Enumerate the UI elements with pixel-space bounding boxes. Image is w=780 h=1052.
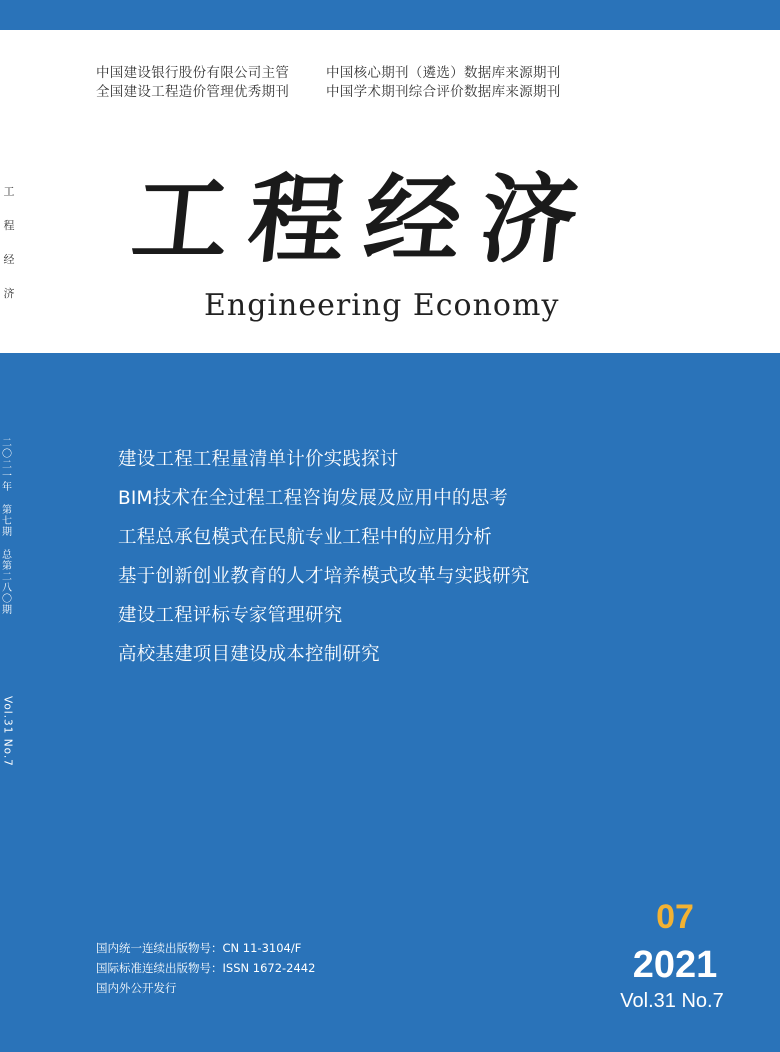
spine-title-char: 经: [3, 253, 15, 266]
top-blue-band: [0, 0, 780, 30]
spine-title: [2, 186, 16, 322]
spine-total-issue: 总第二八〇期: [2, 550, 12, 616]
distribution-note: 国内外公开发行: [96, 981, 177, 995]
issn-number: 国际标准连续出版物号：ISSN 1672-2442: [96, 961, 316, 975]
issue-year: 2021: [632, 944, 718, 986]
volume-number: Vol.31 No.7: [620, 990, 724, 1012]
article-title: BIM技术在全过程工程咨询发展及应用中的思考: [118, 488, 509, 509]
article-title: 工程总承包模式在民航专业工程中的应用分析: [118, 527, 493, 548]
award-text: 全国建设工程造价管理优秀期刊: [96, 84, 290, 100]
article-title: 高校基建项目建设成本控制研究: [118, 644, 380, 665]
article-list: [118, 440, 718, 674]
spine-volume: Vol.31 No.7: [1, 696, 14, 767]
journal-title-english: Engineering Economy: [204, 288, 560, 323]
spine-title-char: 程: [3, 219, 15, 232]
article-title: 建设工程工程量清单计价实践探讨: [118, 449, 399, 470]
publication-info: [96, 938, 416, 998]
spine-title-char: 工: [3, 185, 15, 198]
sponsor-line-1: [96, 64, 656, 83]
article-title: 建设工程评标专家管理研究: [118, 605, 343, 626]
sponsor-line-2: [96, 83, 656, 102]
issue-number: 07: [656, 898, 694, 936]
cn-number: 国内统一连续出版物号：CN 11-3104/F: [96, 941, 302, 955]
spine-issue-info: [0, 438, 14, 767]
sponsor-text: 中国建设银行股份有限公司主管: [96, 65, 290, 81]
spine-issue: 第七期: [2, 505, 12, 538]
index-text: 中国学术期刊综合评价数据库来源期刊: [326, 84, 561, 100]
spine-title-char: 济: [3, 287, 15, 300]
sponsor-lines: [96, 64, 656, 102]
spine-year: 二〇二一年: [2, 438, 12, 493]
article-title: 基于创新创业教育的人才培养模式改革与实践研究: [118, 566, 530, 587]
journal-title-chinese: 工程经济: [127, 163, 603, 276]
index-text: 中国核心期刊（遴选）数据库来源期刊: [326, 65, 561, 81]
